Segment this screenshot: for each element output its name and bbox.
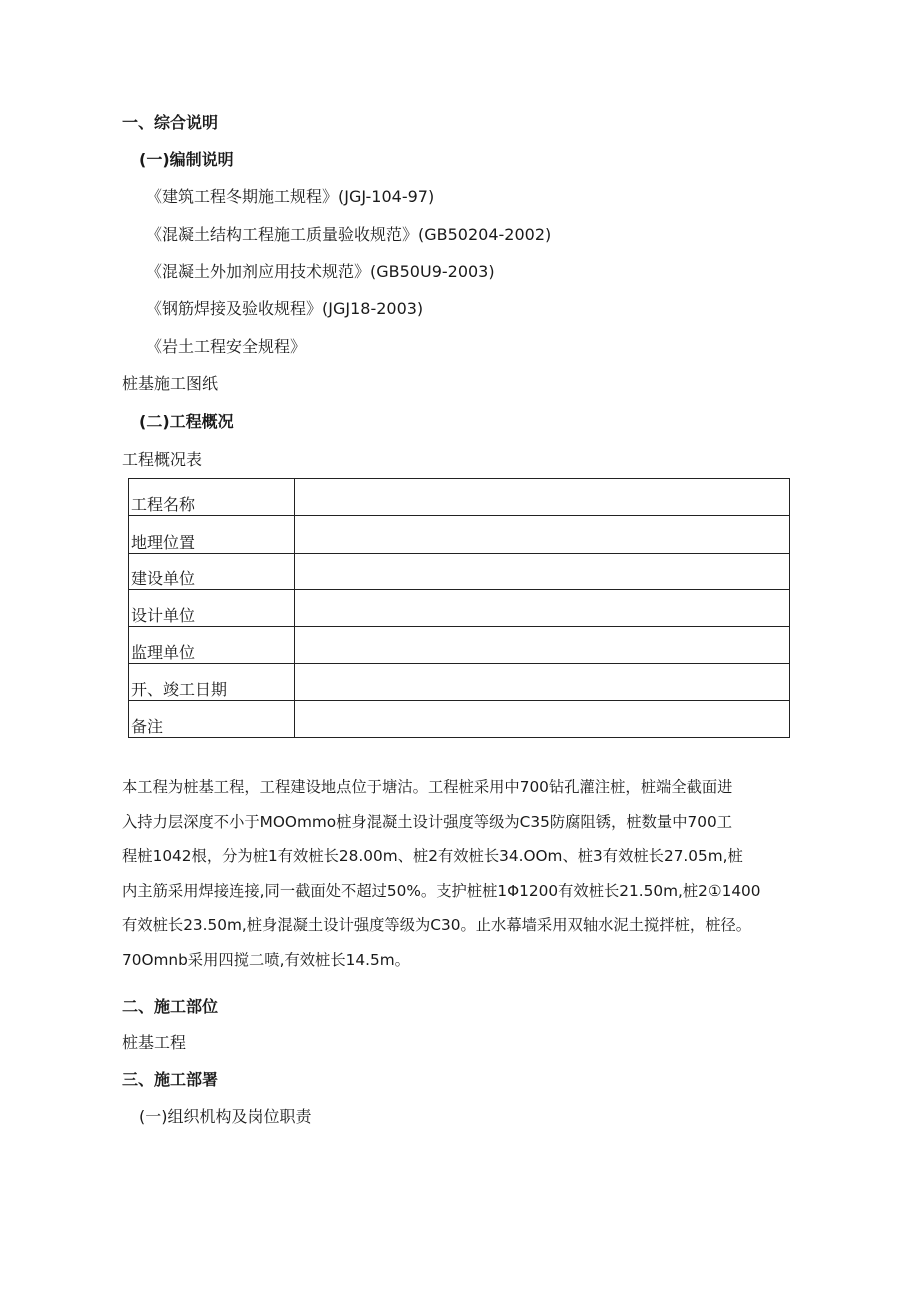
reference-item: 《岩土工程安全规程》 [146, 337, 307, 356]
table-label-cell: 建设单位 [129, 554, 295, 590]
drawings-line: 桩基施工图纸 [122, 374, 219, 393]
table-row [129, 479, 790, 516]
table-label-cell: 地理位置 [129, 516, 295, 554]
reference-item: 《混凝土结构工程施工质量验收规范》(GB50204-2002) [146, 225, 552, 244]
table-label-cell: 监理单位 [129, 627, 295, 664]
table-label-cell: 备注 [129, 701, 295, 738]
heading-construction-deployment: 三、施工部署 [122, 1070, 219, 1089]
table-value-cell [295, 590, 790, 627]
table-caption: 工程概况表 [122, 450, 203, 469]
table-value-cell [295, 627, 790, 664]
paragraph-line: 入持力层深度不小于MOOmmo桩身混凝土设计强度等级为C35防腐阻锈，桩数量中700工 [122, 812, 732, 831]
project-description-paragraph [122, 770, 812, 978]
table-label-cell: 设计单位 [129, 590, 295, 627]
paragraph-line: 本工程为桩基工程，工程建设地点位于塘沽。工程桩采用中700钻孔灌注桩，桩端全截面进 [122, 778, 733, 796]
reference-item: 《钢筋焊接及验收规程》(JGJ18-2003) [146, 299, 424, 318]
project-overview-table [128, 478, 790, 738]
table-value-cell [295, 516, 790, 554]
table-row [129, 554, 790, 590]
section2-body: 桩基工程 [122, 1033, 187, 1052]
table-label-cell: 开、竣工日期 [129, 664, 295, 701]
heading-construction-scope: 二、施工部位 [122, 997, 219, 1016]
table-value-cell [295, 554, 790, 590]
table-value-cell [295, 479, 790, 516]
subheading-project-overview: (二)工程概况 [139, 412, 234, 431]
subheading-organization: (一)组织机构及岗位职责 [139, 1107, 312, 1126]
reference-item: 《建筑工程冬期施工规程》(JGJ-104-97) [146, 187, 435, 206]
table-value-cell [295, 664, 790, 701]
table-row [129, 516, 790, 554]
table-row [129, 664, 790, 701]
heading-general-description: 一、综合说明 [122, 113, 219, 132]
reference-item: 《混凝土外加剂应用技术规范》(GB50U9-2003) [146, 262, 495, 281]
table-row [129, 701, 790, 738]
table-label-cell: 工程名称 [129, 479, 295, 516]
paragraph-line: 有效桩长23.50m,桩身混凝土设计强度等级为C30。止水幕墙采用双轴水泥土搅拌桩，桩径。 [122, 916, 752, 935]
paragraph-line: 内主筋采用焊接连接,同一截面处不超过50%。支护桩桩1Φ1200有效桩长21.50m,桩2①1400 [122, 881, 761, 900]
table-row [129, 627, 790, 664]
paragraph-line: 70Omnb采用四搅二喷,有效桩长14.5m。 [122, 950, 410, 969]
subheading-compilation-notes: (一)编制说明 [139, 150, 234, 169]
table-value-cell [295, 701, 790, 738]
table-row [129, 590, 790, 627]
paragraph-line: 程桩1042根，分为桩1有效桩长28.00m、桩2有效桩长34.OOm、桩3有效桩长27.05m,桩 [122, 847, 743, 866]
